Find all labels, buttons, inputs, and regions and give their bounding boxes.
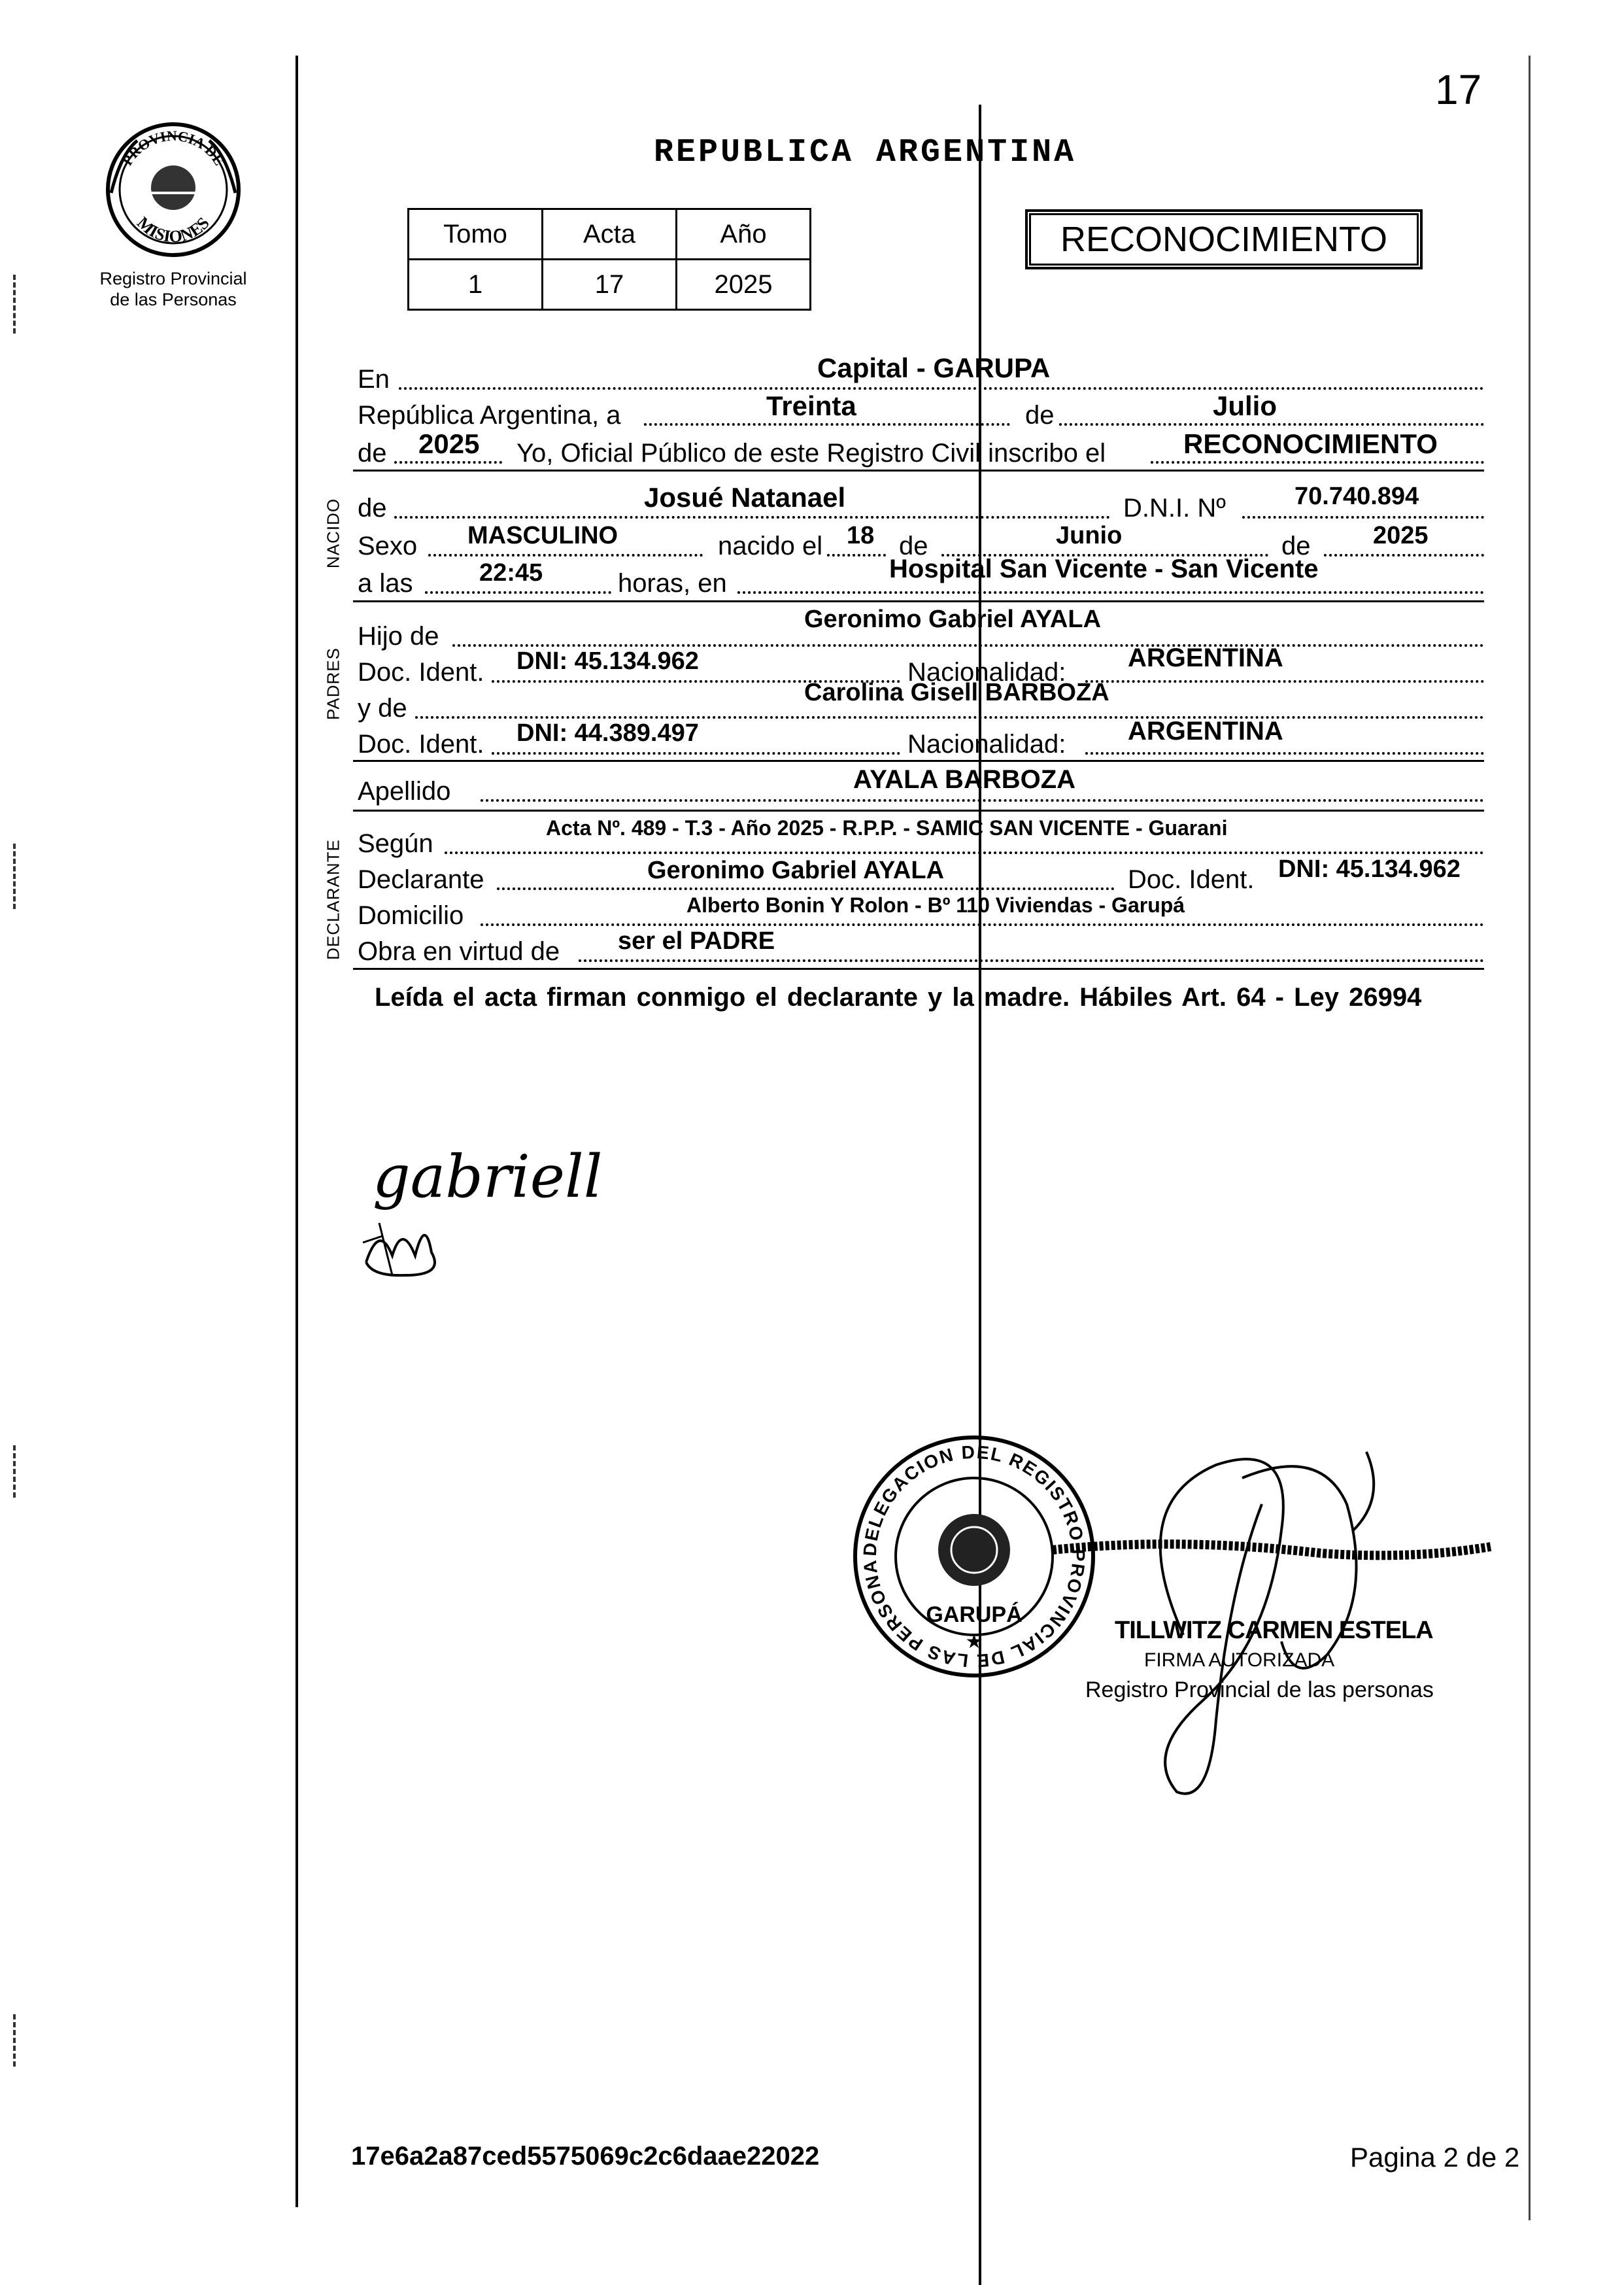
- label-en: En: [358, 365, 390, 394]
- dotted-line: [1242, 516, 1484, 519]
- field-mother-nat: ARGENTINA: [1128, 717, 1283, 746]
- label-sexo: Sexo: [358, 532, 418, 560]
- table-cell: 1: [409, 260, 543, 310]
- svg-text:gabriell: gabriell: [373, 1142, 603, 1211]
- label-segun: Según: [358, 829, 433, 858]
- svg-text:DELEGACION DEL REGISTRO PROVIN: DELEGACION DEL REGISTRO PROVINCIAL DE LAS PERSONA: [859, 1441, 1089, 1672]
- section-divider: [353, 968, 1484, 970]
- field-father-nat: ARGENTINA: [1128, 644, 1283, 672]
- label-republica: República Argentina, a: [358, 401, 621, 430]
- section-divider: [353, 810, 1484, 812]
- dotted-line: [452, 644, 1484, 647]
- logo-caption: Registro Provincial de las Personas: [99, 269, 247, 309]
- left-margin-line: [296, 56, 298, 2207]
- page-number: 17: [1435, 66, 1482, 113]
- label-dni: D.N.I. Nº: [1123, 494, 1226, 523]
- official-signature: [1046, 1426, 1504, 1805]
- table-header: Acta: [543, 209, 677, 260]
- field-virtue: ser el PADRE: [618, 927, 775, 955]
- label-de-bmonth: de: [899, 532, 928, 560]
- center-fold-line: [979, 105, 981, 2285]
- dotted-line: [1059, 423, 1484, 426]
- label-a-las: a las: [358, 569, 413, 598]
- section-divider: [353, 470, 1484, 472]
- margin-mark: [13, 2014, 21, 2067]
- table-header: Tomo: [409, 209, 543, 260]
- field-birth-month: Junio: [1056, 522, 1123, 549]
- page-title: REPUBLICA ARGENTINA: [654, 134, 1077, 171]
- label-yo: Yo, Oficial Público de este Registro Civil inscribo el: [516, 439, 1106, 468]
- label-de-year: de: [358, 439, 387, 468]
- field-address: Alberto Bonin Y Rolon - Bº 110 Viviendas - Garupá: [686, 893, 1185, 917]
- dotted-line: [1324, 554, 1484, 557]
- doc-type-box: [1025, 209, 1423, 269]
- label-hijo-de: Hijo de: [358, 622, 439, 651]
- margin-mark: [13, 275, 21, 334]
- label-de-name: de: [358, 494, 387, 523]
- dotted-line: [1151, 461, 1484, 464]
- table-cell: 17: [543, 260, 677, 310]
- label-declarante: Declarante: [358, 865, 484, 894]
- dotted-line: [737, 591, 1484, 594]
- dotted-line: [497, 887, 1115, 890]
- dotted-line: [399, 387, 1484, 390]
- table-cell: 2025: [677, 260, 811, 310]
- dotted-line: [1085, 752, 1484, 755]
- field-declarant-doc: DNI: 45.134.962: [1278, 855, 1461, 883]
- label-de-month: de: [1025, 401, 1055, 430]
- dotted-line: [445, 851, 1484, 854]
- dotted-line: [425, 591, 611, 594]
- official-role: FIRMA AUTORIZADA: [1144, 1649, 1335, 1671]
- field-dni: 70.740.894: [1294, 483, 1419, 510]
- field-mother: Carolina Gisell BARBOZA: [804, 679, 1109, 706]
- table-header: Año: [677, 209, 811, 260]
- field-father-doc: DNI: 45.134.962: [516, 647, 699, 675]
- section-divider: [353, 760, 1484, 762]
- field-birth-day: 18: [847, 522, 875, 549]
- field-sex: MASCULINO: [467, 522, 618, 549]
- label-horas-en: horas, en: [618, 569, 727, 598]
- dotted-line: [579, 959, 1484, 962]
- margin-mark: [13, 1445, 21, 1498]
- doc-type: RECONOCIMIENTO: [1060, 220, 1388, 259]
- label-nacido-el: nacido el: [718, 532, 823, 560]
- dotted-line: [428, 554, 703, 557]
- official-name: TILLWITZ CARMEN ESTELA: [1115, 1617, 1433, 1644]
- field-surname: AYALA BARBOZA: [853, 765, 1076, 794]
- dotted-line: [492, 752, 900, 755]
- label-nacionalidad-mother: Nacionalidad:: [907, 730, 1066, 759]
- dotted-line: [394, 461, 502, 464]
- dotted-line: [481, 799, 1484, 802]
- label-doc-ident-declarant: Doc. Ident.: [1128, 865, 1255, 894]
- label-doc-ident-mother: Doc. Ident.: [358, 730, 484, 759]
- label-apellido: Apellido: [358, 777, 451, 806]
- dotted-line: [394, 516, 1110, 519]
- dotted-line: [1085, 680, 1484, 683]
- right-margin-line: [1529, 56, 1531, 2220]
- dotted-line: [481, 923, 1484, 926]
- section-label-declarante: DECLARANTE: [323, 839, 343, 960]
- svg-text:★: ★: [965, 1631, 983, 1653]
- field-segun: Acta Nº. 489 - T.3 - Año 2025 - R.P.P. - SAMIC SAN VICENTE - Guarani: [546, 816, 1228, 840]
- svg-text:GARUPÁ: GARUPÁ: [926, 1602, 1023, 1627]
- dotted-line: [644, 423, 1010, 426]
- label-y-de: y de: [358, 694, 407, 723]
- section-label-padres: PADRES: [323, 647, 343, 720]
- svg-text:PROVINCIA DE: PROVINCIA DE: [118, 127, 228, 169]
- register-table: [407, 208, 811, 311]
- dotted-line: [827, 554, 886, 557]
- dotted-line: [415, 716, 1484, 719]
- field-father: Geronimo Gabriel AYALA: [804, 606, 1102, 633]
- closing-text: Leída el acta firman conmigo el declarante y la madre. Hábiles Art. 64 - Ley 26994: [375, 983, 1422, 1012]
- field-day: Treinta: [766, 390, 856, 421]
- footer-page: Pagina 2 de 2: [1350, 2142, 1520, 2173]
- official-org: Registro Provincial de las personas: [1085, 1677, 1434, 1702]
- field-birth-place: Hospital San Vicente - San Vicente: [889, 555, 1319, 583]
- field-month: Julio: [1213, 390, 1277, 421]
- field-mother-doc: DNI: 44.389.497: [516, 719, 699, 747]
- field-declarant: Geronimo Gabriel AYALA: [647, 857, 945, 884]
- field-birth-year: 2025: [1373, 522, 1429, 549]
- province-logo: [98, 114, 248, 265]
- label-nacionalidad-father: Nacionalidad:: [907, 658, 1066, 687]
- field-birth-time: 22:45: [479, 559, 543, 587]
- svg-text:MISIONES: MISIONES: [133, 213, 213, 247]
- label-domicilio: Domicilio: [358, 901, 464, 930]
- field-name: Josué Natanael: [644, 482, 846, 513]
- label-doc-ident-father: Doc. Ident.: [358, 658, 484, 687]
- footer-hash: 17e6a2a87ced5575069c2c6daae22022: [351, 2142, 820, 2171]
- label-de-byear: de: [1281, 532, 1311, 560]
- section-divider: [353, 600, 1484, 602]
- label-obra: Obra en virtud de: [358, 937, 560, 966]
- field-act-type: RECONOCIMIENTO: [1183, 428, 1438, 459]
- section-label-nacido: NACIDO: [323, 498, 343, 569]
- declarant-signature: [353, 1125, 654, 1295]
- margin-mark: [13, 844, 21, 909]
- field-place: Capital - GARUPA: [817, 352, 1051, 383]
- field-year: 2025: [418, 428, 480, 459]
